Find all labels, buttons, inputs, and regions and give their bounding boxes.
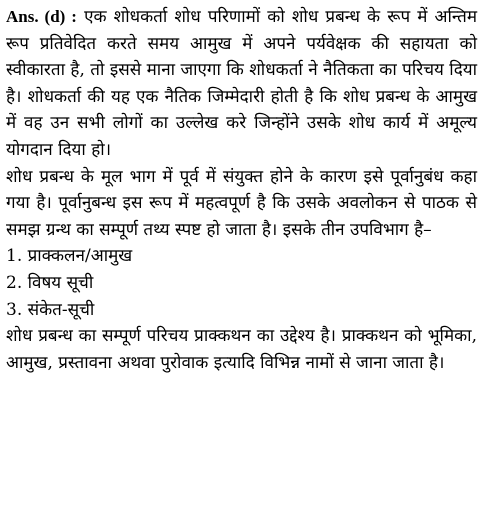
predecessor-paragraph: शोध प्रबन्ध के मूल भाग में पूर्व में संयुक्त होने के कारण इसे पूर्वानुबंध कहा गया है। पूर्वानुबन्ध इस रूप में महत्वपूर्ण है कि उसके अवलोकन से पाठक से समझ ग्रन्थ का सम्पूर्ण तथ्य स्पष्ट हो जाता है। इसके तीन उपविभाग है– <box>6 166 477 240</box>
answer-label: Ans. (d) : <box>6 7 77 26</box>
preface-paragraph: शोध प्रबन्ध का सम्पूर्ण परिचय प्राक्कथन का उद्देश्य है। प्राक्कथन को भूमिका, आमुख, प्रस्तावना अथवा पुरोवाक इत्यादि विभिन्न नामों से जाना जाता है। <box>6 326 477 373</box>
list-item-3: 3. संकेत-सूची <box>6 299 95 320</box>
answer-paragraph <box>6 4 477 164</box>
list-item-2: 2. विषय सूची <box>6 272 94 293</box>
list-item-1: 1. प्राक्कलन/आमुख <box>6 246 133 267</box>
answer-text: एक शोधकर्ता शोध परिणामों को शोध प्रबन्ध के रूप में अन्तिम रूप प्रतिवेदित करते समय आमुख में अपने पर्यवेक्षक की सहायता को स्वीकारता है, तो इससे माना जाएगा कि शोधकर्ता ने नैतिकता का परिचय दिया है। शोधकर्ता की यह एक नैतिक जिम्मेदारी होती है कि शोध प्रबन्ध के आमुख में वह उन सभी लोगों का उल्लेख करे जिन्होंने उसके शोध कार्य में अमूल्य योगदान दिया हो। <box>6 7 477 160</box>
answer-document <box>6 4 477 376</box>
